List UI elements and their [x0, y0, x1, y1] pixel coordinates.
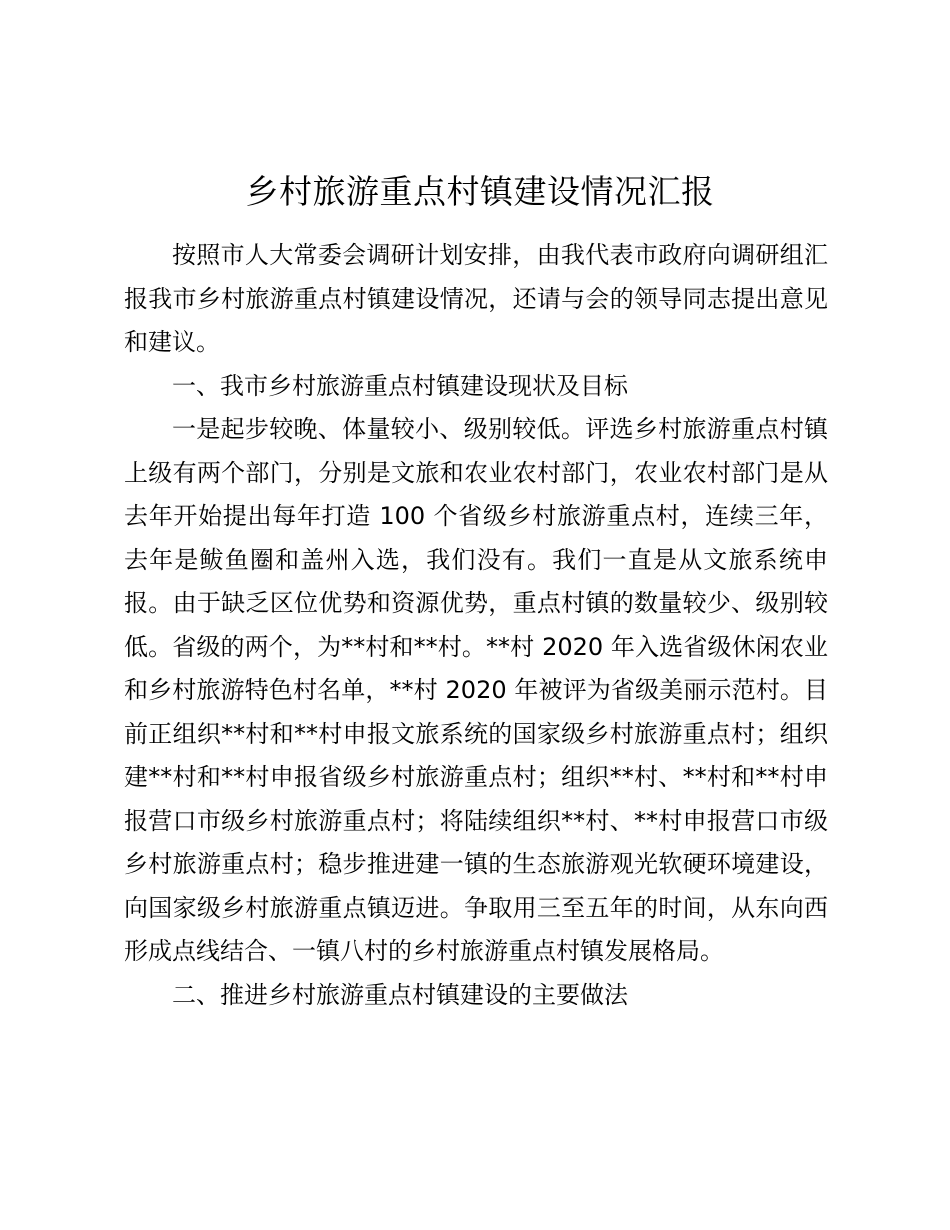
document-title: 乡村旅游重点村镇建设情况汇报	[245, 172, 715, 211]
body-paragraph: 一是起步较晚、体量较小、级别较低。评选乡村旅游重点村镇上级有两个部门，分别是文旅和农业农村部门，农业农村部门是从去年开始提出每年打造 100 个省级乡村旅游重点村，连续三年，去年是鲅鱼圈和盖州入选，我们没有。我们一直是从文旅系统申报。由于缺乏区位优势和资源优势，重点村镇的数量较少、级别较低。省级的两个，为**村和**村。**村 2020 年入选省级休闲农业和乡村旅游特色村名单，**村 2020 年被评为省级美丽示范村。目前正组织**村和**村申报文旅系统的国家级乡村旅游重点村；组织建**村和**村申报省级乡村旅游重点村；组织**村、**村和**村申报营口市级乡村旅游重点村；将陆续组织**村、**村申报营口市级乡村旅游重点村；稳步推进建一镇的生态旅游观光软硬环境建设，向国家级乡村旅游重点镇迈进。争取用三至五年的时间，从东向西形成点线结合、一镇八村的乡村旅游重点村镇发展格局。	[124, 415, 828, 965]
section-heading-2: 二、推进乡村旅游重点村镇建设的主要做法	[172, 980, 628, 1009]
document-body	[124, 234, 828, 1017]
section-heading-1: 一、我市乡村旅游重点村镇建设现状及目标	[172, 371, 628, 400]
intro-paragraph: 按照市人大常委会调研计划安排，由我代表市政府向调研组汇报我市乡村旅游重点村镇建设情况，还请与会的领导同志提出意见和建议。	[124, 241, 828, 356]
